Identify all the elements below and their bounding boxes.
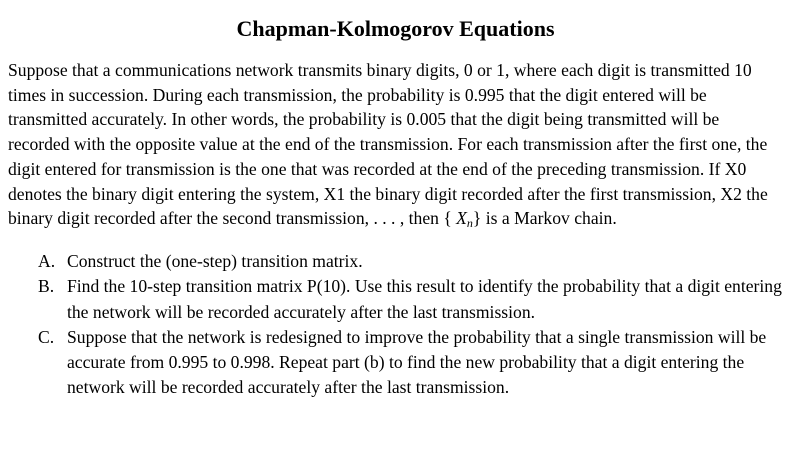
list-item <box>8 325 783 401</box>
intro-text: Suppose that a communications network transmits binary digits, 0 or 1, where each digit is transmitted 10 times in succession. During each transmission, the probability is 0.995 that the digit entered will be transmitted accurately. In other words, the probability is 0.005 that the digit being transmitted will be recorded with the opposite value at the end of the transmission. For each transmission after the first one, the digit entered for transmission is the one that was recorded at the end of the preceding transmission. If X0 denotes the binary digit entering the system, X1 the binary digit recorded after the first transmission, X2 the binary digit recorded after the second transmission, . . . , then <box>8 60 768 229</box>
markov-chain-notation <box>443 208 482 231</box>
question-list <box>8 249 783 401</box>
math-variable: X <box>456 208 467 229</box>
list-item-text: Construct the (one-step) transition matrix. <box>67 250 363 271</box>
math-close-brace: } <box>472 208 482 229</box>
intro-text-end: is a Markov chain. <box>481 208 617 229</box>
math-subscript: n <box>466 216 473 231</box>
list-item <box>8 274 783 325</box>
list-marker: A. <box>38 250 56 271</box>
list-marker: B. <box>38 276 55 297</box>
list-item <box>8 249 783 274</box>
intro-paragraph <box>8 58 783 236</box>
list-item-text: Find the 10-step transition matrix P(10). Use this result to identify the probability that a digit entering the network will be recorded accurately after the last transmission. <box>67 276 782 322</box>
page-title: Chapman-Kolmogorov Equations <box>236 16 555 41</box>
math-open-brace: { <box>443 208 457 229</box>
list-item-text: Suppose that the network is redesigned to improve the probability that a single transmission will be accurate from 0.995 to 0.998. Repeat part (b) to find the new probability that a digit entering the network will be recorded accurately after the last transmission. <box>67 326 767 398</box>
list-marker: C. <box>38 326 55 347</box>
